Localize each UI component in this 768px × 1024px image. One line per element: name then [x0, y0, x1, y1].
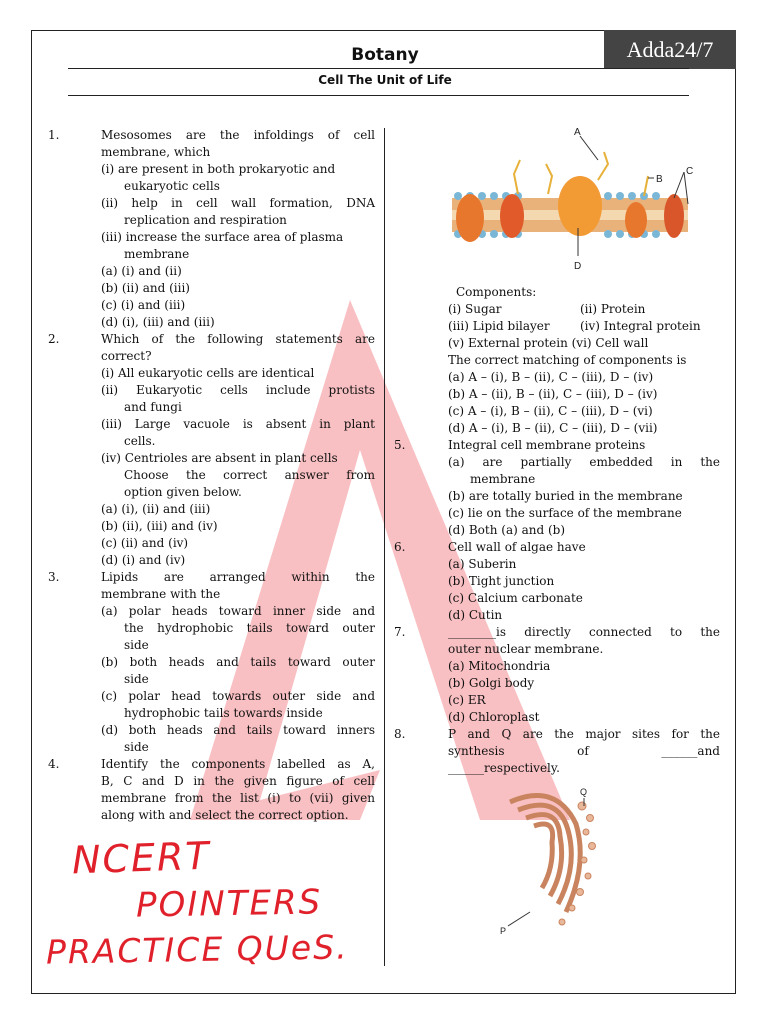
- q4-components-title: Components:: [456, 285, 537, 299]
- q2-statement: (i) All eukaryotic cells are identical: [101, 366, 315, 380]
- q3-option-a[interactable]: the hydrophobic tails toward outer: [124, 621, 375, 635]
- handwriting-line: NCERT: [71, 833, 212, 883]
- q2-stem: Which of the following statements are: [101, 332, 375, 346]
- q4-option-c[interactable]: (c) A – (i), B – (ii), C – (iii), D – (vi): [448, 404, 653, 418]
- q2-statement: option given below.: [124, 485, 242, 499]
- q2-statement: Choose the correct answer from: [124, 468, 375, 482]
- q3-option-a[interactable]: (a) polar heads toward inner side and: [101, 604, 375, 618]
- golgi-apparatus-figure: [496, 784, 606, 936]
- question-number: 2.: [48, 332, 60, 346]
- q4-stem: along with and select the correct option.: [101, 808, 349, 822]
- handwritten-note: [44, 833, 384, 976]
- chapter-title: Cell The Unit of Life: [318, 73, 452, 87]
- q2-option-c[interactable]: (c) (ii) and (iv): [101, 536, 189, 550]
- q4-component: (iii) Lipid bilayer: [448, 319, 550, 333]
- q1-stem: Mesosomes are the infoldings of cell: [101, 128, 375, 142]
- q7-stem: outer nuclear membrane.: [448, 642, 604, 656]
- q6-option-c[interactable]: (c) Calcium carbonate: [448, 591, 583, 605]
- q4-matching-prompt: The correct matching of components is: [448, 353, 687, 367]
- q1-statement: (i) are present in both prokaryotic and: [101, 162, 336, 176]
- question-number: 3.: [48, 570, 60, 584]
- brand-badge: Adda24/7: [604, 30, 736, 69]
- q4-stem: Identify the components labelled as A,: [101, 757, 375, 771]
- q3-option-a[interactable]: side: [124, 638, 149, 652]
- q5-option-d[interactable]: (d) Both (a) and (b): [448, 523, 566, 537]
- figure-label-b: B: [656, 174, 663, 185]
- q3-option-c[interactable]: hydrophobic tails towards inside: [124, 706, 323, 720]
- figure-label-q: Q: [580, 787, 588, 797]
- q4-component: (i) Sugar: [448, 302, 502, 316]
- q2-statement: (ii) Eukaryotic cells include protists: [101, 383, 375, 397]
- q2-stem: correct?: [101, 349, 152, 363]
- question-number: 7.: [394, 625, 406, 639]
- q3-stem: membrane with the: [101, 587, 221, 601]
- q4-option-a[interactable]: (a) A – (i), B – (ii), C – (iii), D – (iv): [448, 370, 654, 384]
- q4-component: (ii) Protein: [580, 302, 646, 316]
- q8-stem: ______respectively.: [448, 761, 560, 775]
- q6-option-b[interactable]: (b) Tight junction: [448, 574, 555, 588]
- figure-label-a: A: [574, 127, 581, 138]
- q7-stem: ________is directly connected to the: [448, 625, 720, 639]
- q5-option-a[interactable]: membrane: [470, 472, 536, 486]
- q6-option-a[interactable]: (a) Suberin: [448, 557, 517, 571]
- q7-option-c[interactable]: (c) ER: [448, 693, 486, 707]
- q3-option-b[interactable]: (b) both heads and tails toward outer: [101, 655, 375, 669]
- q1-statement: membrane: [124, 247, 190, 261]
- q7-option-b[interactable]: (b) Golgi body: [448, 676, 535, 690]
- q1-option-d[interactable]: (d) (i), (iii) and (iii): [101, 315, 215, 329]
- q1-statement: (iii) increase the surface area of plasma: [101, 230, 344, 244]
- q4-option-b[interactable]: (b) A – (ii), B – (ii), C – (iii), D – (iv): [448, 387, 658, 401]
- q2-statement: and fungi: [124, 400, 182, 414]
- q7-option-a[interactable]: (a) Mitochondria: [448, 659, 551, 673]
- q6-option-d[interactable]: (d) Cutin: [448, 608, 503, 622]
- q2-option-a[interactable]: (a) (i), (ii) and (iii): [101, 502, 211, 516]
- q5-option-a[interactable]: (a) are partially embedded in the: [448, 455, 720, 469]
- q3-option-d[interactable]: (d) both heads and tails toward inners: [101, 723, 375, 737]
- q2-statement: cells.: [124, 434, 156, 448]
- q1-option-a[interactable]: (a) (i) and (ii): [101, 264, 182, 278]
- q6-stem: Cell wall of algae have: [448, 540, 586, 554]
- q4-component: (v) External protein (vi) Cell wall: [448, 336, 649, 350]
- q1-stem: membrane, which: [101, 145, 211, 159]
- q3-stem: Lipids are arranged within the: [101, 570, 375, 584]
- figure-label-d: D: [574, 261, 582, 272]
- question-number: 5.: [394, 438, 406, 452]
- q5-stem: Integral cell membrane proteins: [448, 438, 646, 452]
- q1-statement: (ii) help in cell wall formation, DNA: [101, 196, 375, 210]
- q3-option-b[interactable]: side: [124, 672, 149, 686]
- q7-option-d[interactable]: (d) Chloroplast: [448, 710, 540, 724]
- question-number: 1.: [48, 128, 60, 142]
- figure-label-p: P: [500, 926, 507, 936]
- q5-option-b[interactable]: (b) are totally buried in the membrane: [448, 489, 683, 503]
- cell-membrane-figure: [448, 124, 696, 279]
- q4-stem: membrane from the list (i) to (vii) given: [101, 791, 375, 805]
- q1-option-b[interactable]: (b) (ii) and (iii): [101, 281, 190, 295]
- q1-statement: replication and respiration: [124, 213, 287, 227]
- q4-option-d[interactable]: (d) A – (i), B – (ii), C – (iii), D – (vii): [448, 421, 658, 435]
- handwriting-line: PRACTICE QUeS.: [45, 927, 349, 972]
- q3-option-d[interactable]: side: [124, 740, 149, 754]
- question-number: 6.: [394, 540, 406, 554]
- q2-statement: (iv) Centrioles are absent in plant cells: [101, 451, 338, 465]
- question-number: 4.: [48, 757, 60, 771]
- q1-statement: eukaryotic cells: [124, 179, 220, 193]
- q2-option-b[interactable]: (b) (ii), (iii) and (iv): [101, 519, 218, 533]
- q2-statement: (iii) Large vacuole is absent in plant: [101, 417, 375, 431]
- q3-option-c[interactable]: (c) polar head towards outer side and: [101, 689, 375, 703]
- q2-option-d[interactable]: (d) (i) and (iv): [101, 553, 186, 567]
- handwriting-line: POINTERS: [135, 882, 323, 926]
- q8-stem: synthesis of ______and: [448, 744, 720, 758]
- q8-stem: P and Q are the major sites for the: [448, 727, 720, 741]
- q5-option-c[interactable]: (c) lie on the surface of the membrane: [448, 506, 682, 520]
- header-rule: [68, 95, 689, 96]
- question-number: 8.: [394, 727, 406, 741]
- header-rule: [68, 68, 689, 69]
- column-divider: [384, 128, 385, 966]
- q1-option-c[interactable]: (c) (i) and (iii): [101, 298, 186, 312]
- figure-label-c: C: [686, 166, 694, 177]
- q4-stem: B, C and D in the given figure of cell: [101, 774, 375, 788]
- q4-component: (iv) Integral protein: [580, 319, 701, 333]
- subject-title: Botany: [351, 45, 419, 65]
